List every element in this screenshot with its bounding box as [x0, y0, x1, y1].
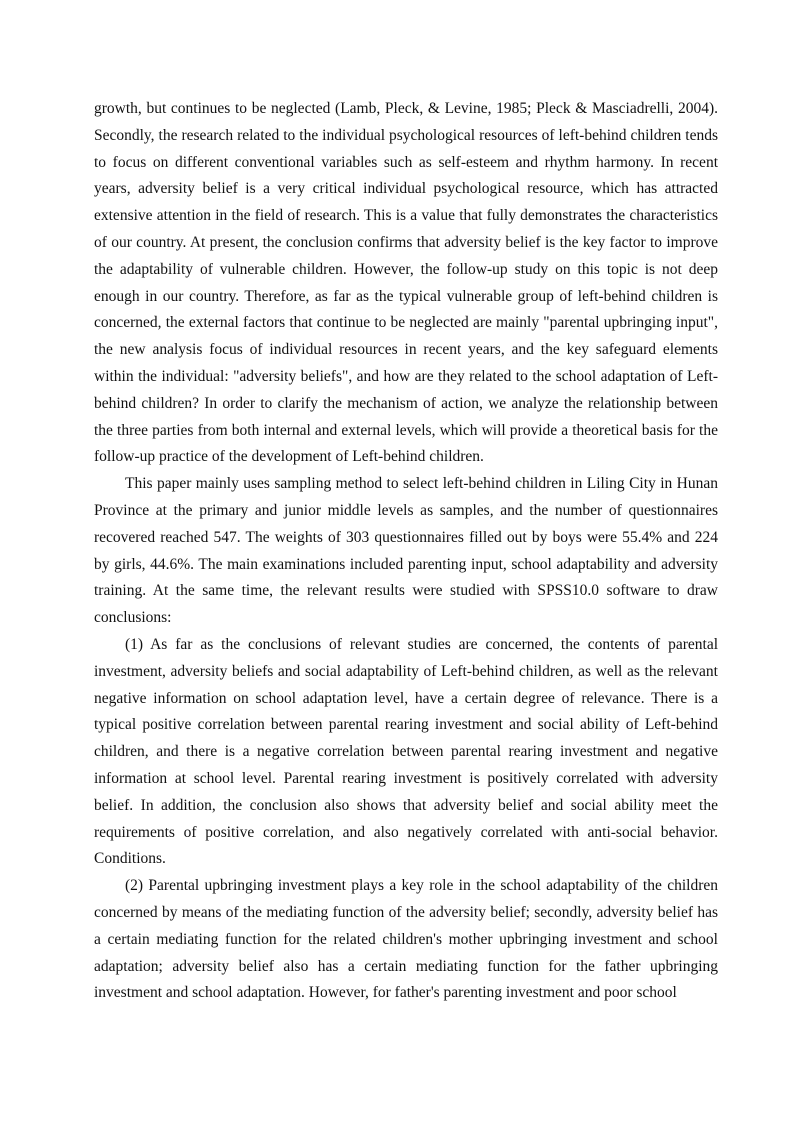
paragraph-1: growth, but continues to be neglected (Lamb, Pleck, & Levine, 1985; Pleck & Masciadrelli, 2004). Secondly, the research related to the individual psychological resources of left-behind children tends to focus on different conventional variables such as self-esteem and rhythm harmony. In recent years, adversity belief is a very critical individual psychological resource, which has attracted extensive attention in the field of research. This is a value that fully demonstrates the characteristics of our country. At present, the conclusion confirms that adversity belief is the key factor to improve the adaptability of vulnerable children. However, the follow-up study on this topic is not deep enough in our country. Therefore, as far as the typical vulnerable group of left-behind children is concerned, the external factors that continue to be neglected are mainly "parental upbringing input", the new analysis focus of individual resources in recent years, and the key safeguard elements within the individual: "adversity beliefs", and how are they related to the school adaptation of Left-behind children? In order to clarify the mechanism of action, we analyze the relationship between the three parties from both internal and external levels, which will provide a theoretical basis for the follow-up practice of the development of Left-behind children.	[94, 100, 718, 466]
body-text	[94, 96, 718, 1007]
paragraph-4: (2) Parental upbringing investment plays a key role in the school adaptability of the children concerned by means of the mediating function of the adversity belief; secondly, adversity belief has a certain mediating function for the related children's mother upbringing investment and school adaptation; adversity belief also has a certain mediating function for the father upbringing investment and school adaptation. However, for father's parenting investment and poor school	[94, 877, 718, 1002]
paragraph-3: (1) As far as the conclusions of relevant studies are concerned, the contents of parental investment, adversity beliefs and social adaptability of Left-behind children, as well as the relevant negative information on school adaptation level, have a certain degree of relevance. There is a typical positive correlation between parental rearing investment and social ability of Left-behind children, and there is a negative correlation between parental rearing investment and negative information at school level. Parental rearing investment is positively correlated with adversity belief. In addition, the conclusion also shows that adversity belief and social ability meet the requirements of positive correlation, and also negatively correlated with anti-social behavior. Conditions.	[94, 635, 718, 868]
paragraph-2: This paper mainly uses sampling method to select left-behind children in Liling City in Hunan Province at the primary and junior middle levels as samples, and the number of questionnaires recovered reached 547. The weights of 303 questionnaires filled out by boys were 55.4% and 224 by girls, 44.6%. The main examinations included parenting input, school adaptability and adversity training. At the same time, the relevant results were studied with SPSS10.0 software to draw conclusions:	[94, 475, 718, 627]
